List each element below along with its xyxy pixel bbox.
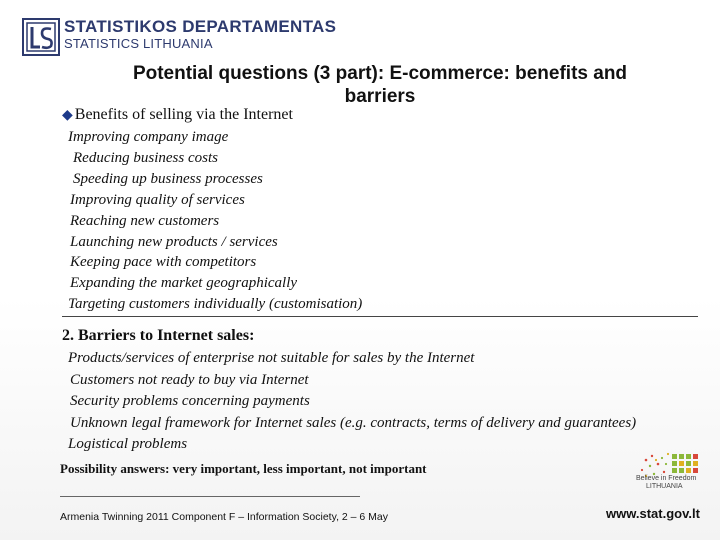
footer-url[interactable]: www.stat.gov.lt <box>606 506 700 521</box>
list-item: Improving quality of services <box>70 191 245 208</box>
list-item: Products/services of enterprise not suitable for sales by the Internet <box>68 350 475 366</box>
statistics-lithuania-logo-icon <box>22 18 60 56</box>
slide-title-line1: Potential questions (3 part): E-commerce: benefits and <box>132 63 628 84</box>
slide-title <box>80 62 680 108</box>
benefits-list <box>68 127 362 315</box>
badge-text-line1: Believe in Freedom <box>636 475 697 482</box>
list-item: Launching new products / services <box>70 233 278 250</box>
list-item: Reaching new customers <box>70 212 220 229</box>
barriers-list <box>68 348 636 456</box>
list-item: Logistical problems <box>68 436 188 452</box>
list-item: Unknown legal framework for Internet sales (e.g. contracts, terms of delivery and guarantees) <box>70 414 637 431</box>
list-item: Keeping pace with competitors <box>70 254 257 271</box>
badge-text <box>636 475 700 491</box>
org-name <box>64 18 336 51</box>
possibility-answers: Possibility answers: very important, less important, not important <box>60 461 427 476</box>
list-item: Security problems concerning payments <box>70 393 310 409</box>
slide-title-line2: barriers <box>344 86 416 107</box>
badge-text-line2: LITHUANIA <box>646 483 683 490</box>
footer-left-text: Armenia Twinning 2011 Component F – Information Society, 2 – 6 May <box>60 511 389 523</box>
barriers-heading: 2. Barriers to Internet sales: <box>62 327 255 344</box>
benefits-heading-text: Benefits of selling via the Internet <box>74 106 293 123</box>
list-item: Speeding up business processes <box>73 170 263 187</box>
section-divider <box>62 316 698 317</box>
org-name-en: STATISTICS LITHUANIA <box>64 36 213 51</box>
list-item: Targeting customers individually (customisation) <box>68 296 363 313</box>
list-item: Expanding the market geographically <box>70 275 298 292</box>
list-item: Customers not ready to buy via Internet <box>70 371 309 388</box>
list-item: Improving company image <box>68 129 229 145</box>
footer-rule <box>60 496 360 497</box>
org-name-lt: STATISTIKOS DEPARTAMENTAS <box>64 17 337 36</box>
diamond-bullet-icon: ◆ <box>62 108 73 123</box>
list-item: Reducing business costs <box>73 149 218 166</box>
benefits-heading <box>62 106 293 124</box>
